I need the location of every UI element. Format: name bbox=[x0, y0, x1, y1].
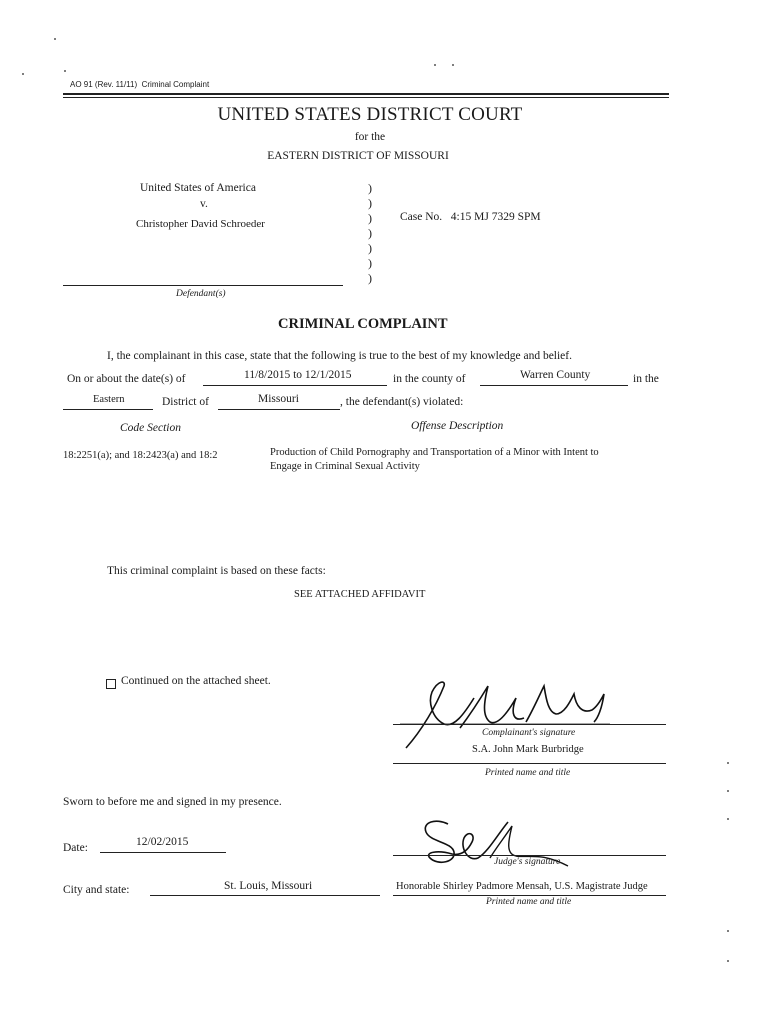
code-section: 18:2251(a); and 18:2423(a) and 18:2 bbox=[63, 450, 218, 461]
complainant-signature-label: Complainant's signature bbox=[482, 728, 576, 738]
city-state: St. Louis, Missouri bbox=[224, 880, 313, 892]
facts-value: SEE ATTACHED AFFIDAVIT bbox=[294, 589, 426, 600]
scan-speck bbox=[727, 930, 729, 932]
city-line bbox=[150, 895, 380, 896]
scan-speck bbox=[434, 64, 436, 66]
sworn-statement: Sworn to before me and signed in my presence. bbox=[63, 796, 282, 808]
versus: v. bbox=[200, 198, 208, 210]
scan-speck bbox=[22, 73, 24, 75]
judge-printed-label: Printed name and title bbox=[486, 897, 572, 907]
document-title: CRIMINAL COMPLAINT bbox=[278, 316, 448, 332]
code-section-header: Code Section bbox=[120, 422, 181, 434]
header-rule-thin bbox=[63, 97, 669, 98]
complainant-printed-label: Printed name and title bbox=[485, 768, 571, 778]
plaintiff-name: United States of America bbox=[140, 182, 256, 194]
form-header bbox=[70, 80, 209, 89]
court-district: EASTERN DISTRICT OF MISSOURI bbox=[267, 150, 449, 162]
scan-speck bbox=[727, 762, 729, 764]
county-line bbox=[480, 385, 628, 386]
continued-label: Continued on the attached sheet. bbox=[121, 675, 271, 687]
complainant-printed-line bbox=[393, 763, 666, 764]
judge-printed-line bbox=[393, 895, 666, 896]
defendant-label: Defendant(s) bbox=[176, 289, 226, 299]
caption-paren: ) bbox=[368, 256, 372, 270]
caption-paren: ) bbox=[368, 241, 372, 255]
complainant-signature-line bbox=[393, 724, 666, 725]
offense-description-line2: Engage in Criminal Sexual Activity bbox=[270, 461, 420, 472]
caption-paren: ) bbox=[368, 211, 372, 225]
case-number: 4:15 MJ 7329 SPM bbox=[450, 211, 541, 223]
scan-speck bbox=[452, 64, 454, 66]
district-line bbox=[63, 409, 153, 410]
date-label: Date: bbox=[63, 842, 88, 854]
form-name: Criminal Complaint bbox=[141, 80, 210, 89]
header-rule bbox=[63, 93, 669, 95]
date-prefix: On or about the date(s) of bbox=[67, 373, 186, 385]
county-name: Warren County bbox=[520, 369, 591, 381]
scan-speck bbox=[64, 70, 66, 72]
defendant-line bbox=[63, 285, 343, 286]
offense-description-header: Offense Description bbox=[411, 420, 504, 432]
continued-checkbox[interactable] bbox=[106, 679, 116, 689]
dates-line bbox=[203, 385, 387, 386]
defendant-name: Christopher David Schroeder bbox=[136, 218, 265, 230]
sworn-date: 12/02/2015 bbox=[136, 836, 189, 848]
caption-paren: ) bbox=[368, 226, 372, 240]
state-name: Missouri bbox=[258, 393, 299, 405]
scan-speck bbox=[727, 960, 729, 962]
county-prefix: in the county of bbox=[393, 373, 466, 385]
form-id: AO 91 (Rev. 11/11) bbox=[70, 80, 138, 89]
district-label: District of bbox=[162, 396, 209, 408]
state-line bbox=[218, 409, 340, 410]
facts-label: This criminal complaint is based on these facts: bbox=[107, 565, 326, 577]
judge-signature-line bbox=[393, 855, 666, 856]
caption-paren: ) bbox=[368, 196, 372, 210]
judge-signature-label: Judge's signature bbox=[494, 857, 561, 867]
city-label: City and state: bbox=[63, 884, 130, 896]
complainant-printed-name: S.A. John Mark Burbridge bbox=[472, 744, 584, 755]
statement-intro: I, the complainant in this case, state that the following is true to the best of my knowledge and belief. bbox=[107, 350, 572, 362]
court-for-the: for the bbox=[354, 131, 386, 143]
scan-speck bbox=[727, 818, 729, 820]
scan-speck bbox=[727, 790, 729, 792]
case-label: Case No. bbox=[400, 211, 443, 223]
court-name: UNITED STATES DISTRICT COURT bbox=[217, 104, 523, 125]
judge-printed-name: Honorable Shirley Padmore Mensah, U.S. Magistrate Judge bbox=[396, 881, 648, 892]
case-number-field bbox=[400, 211, 541, 223]
complainant-signature-image bbox=[398, 672, 613, 754]
caption-paren: ) bbox=[368, 181, 372, 195]
caption-paren: ) bbox=[368, 271, 372, 285]
county-suffix: in the bbox=[633, 373, 659, 385]
scan-speck bbox=[54, 38, 56, 40]
sworn-date-line bbox=[100, 852, 226, 853]
violated-text: , the defendant(s) violated: bbox=[340, 396, 464, 408]
district-name: Eastern bbox=[93, 394, 125, 405]
offense-description-line1: Production of Child Pornography and Transportation of a Minor with Intent to bbox=[270, 447, 599, 458]
offense-dates: 11/8/2015 to 12/1/2015 bbox=[244, 369, 352, 381]
